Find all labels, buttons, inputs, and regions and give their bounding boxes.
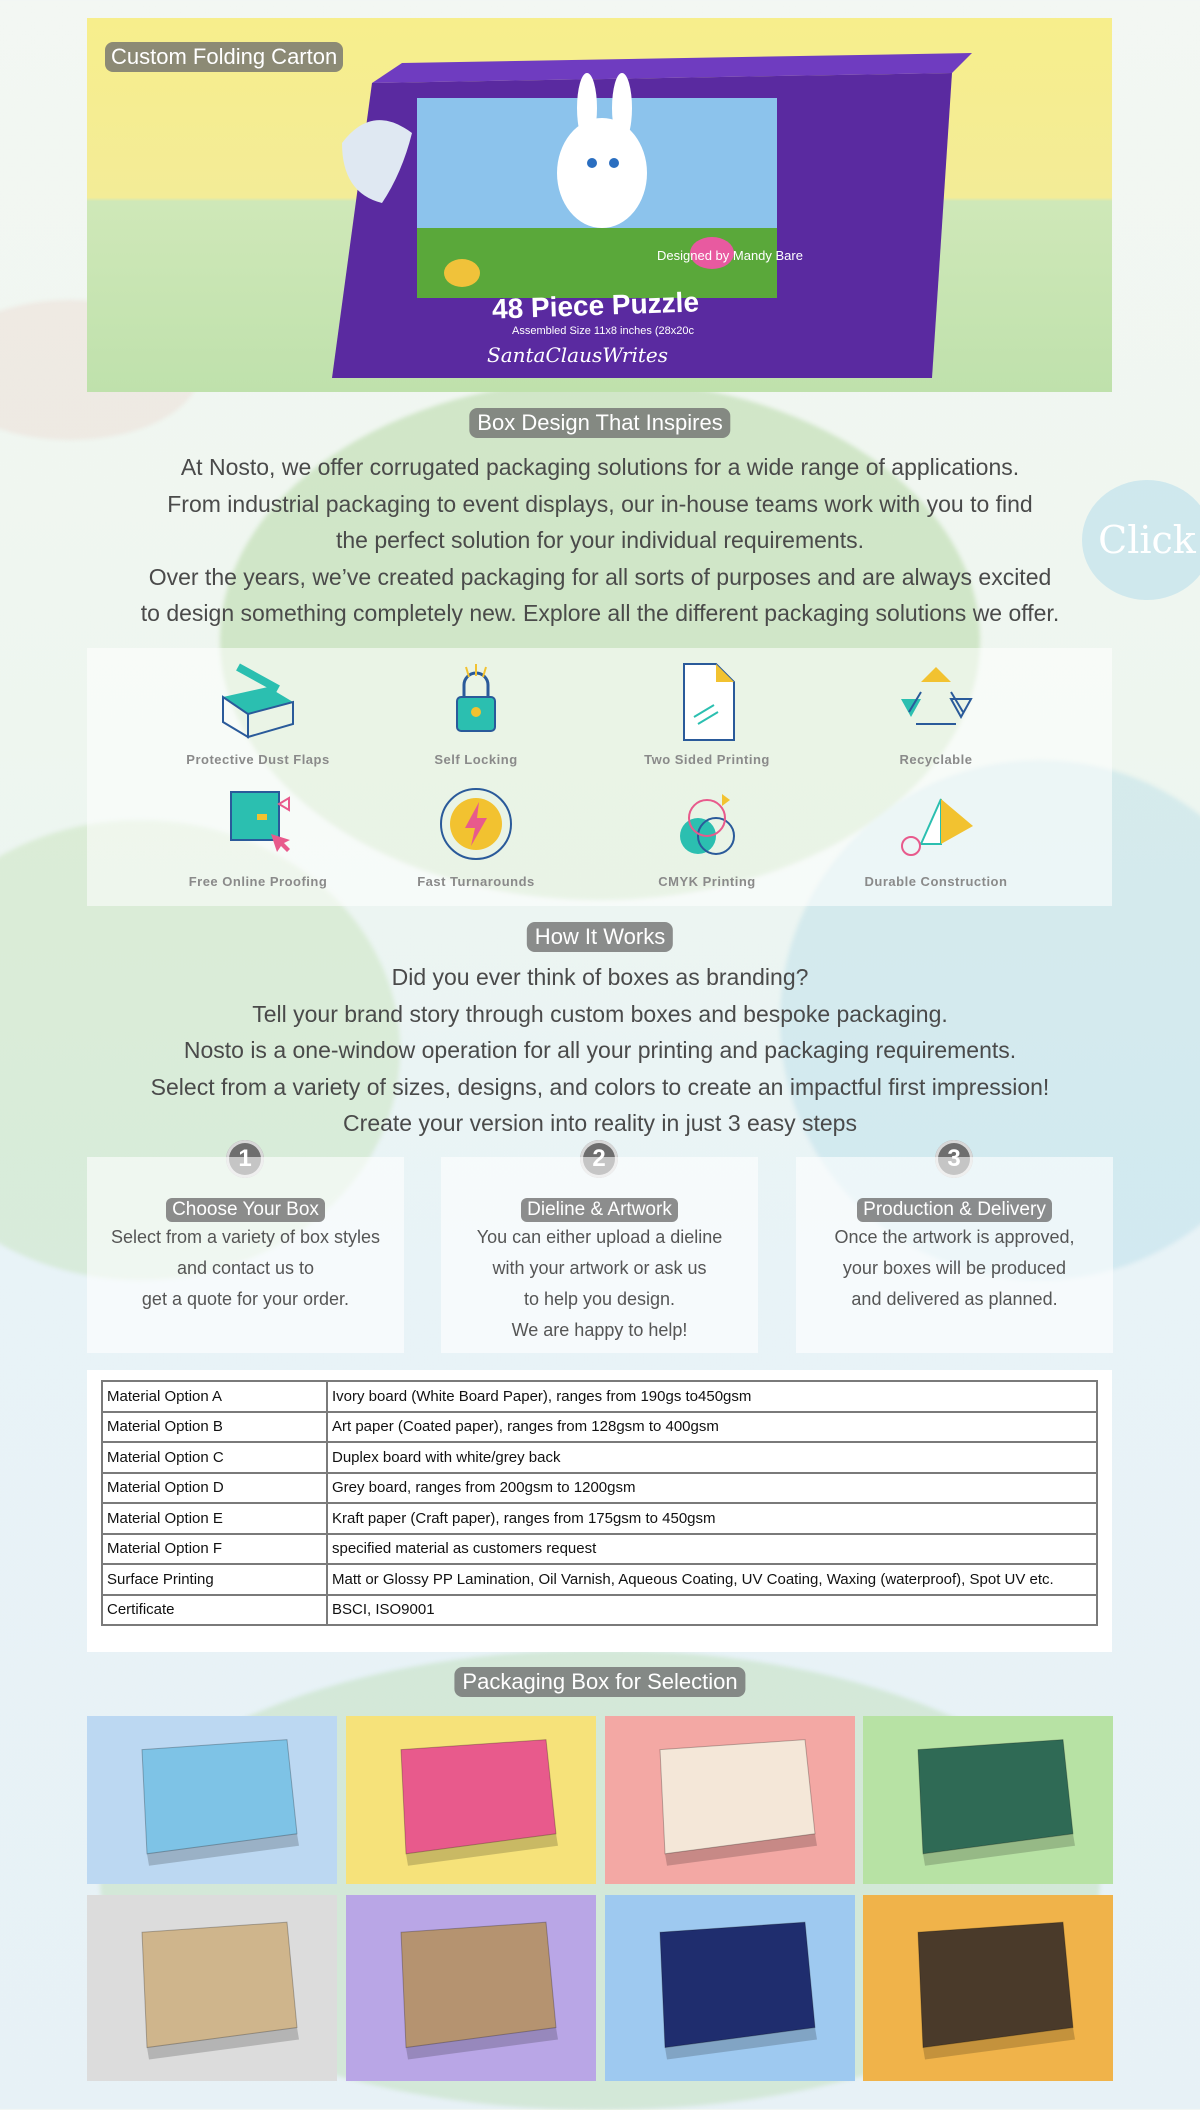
spec-name: Surface Printing <box>102 1564 327 1595</box>
step-line: and contact us to <box>176 1258 315 1278</box>
gallery-image[interactable] <box>605 1895 855 2081</box>
recycle-icon <box>891 662 981 742</box>
designer-credit: Designed by Mandy Bare <box>657 248 803 263</box>
how-line: Create your version into reality in just 3 easy steps <box>343 1110 857 1136</box>
table-row <box>102 1534 1097 1565</box>
feature-label: Free Online Proofing <box>188 874 328 889</box>
spec-name: Material Option F <box>102 1534 327 1565</box>
product-photo <box>87 1895 337 2081</box>
product-photo <box>346 1716 596 1884</box>
specs-table <box>101 1380 1098 1626</box>
section-title-how: How It Works <box>527 922 673 952</box>
feature-item <box>841 662 1031 767</box>
how-paragraph <box>0 959 1200 1142</box>
feature-label: Self Locking <box>434 752 518 767</box>
gallery-image[interactable] <box>346 1895 596 2081</box>
feature-label: Recyclable <box>899 752 973 767</box>
hero-banner <box>87 18 1112 392</box>
gallery-image[interactable] <box>87 1716 337 1884</box>
lightning-icon <box>431 784 521 864</box>
how-line: Did you ever think of boxes as branding? <box>391 964 809 990</box>
step-line: We are happy to help! <box>511 1320 688 1340</box>
feature-item <box>612 784 802 889</box>
box-brand-script: SantaClausWrites <box>487 343 668 367</box>
product-photo <box>863 1895 1113 2081</box>
step-line: your boxes will be produced <box>842 1258 1067 1278</box>
intro-line: Over the years, we’ve created packaging for all sorts of purposes and are always excited <box>148 563 1052 590</box>
box-title: 48 Piece Puzzle <box>491 286 700 325</box>
product-photo <box>346 1895 596 2081</box>
spec-value: Grey board, ranges from 200gsm to 1200gsm <box>327 1473 1097 1504</box>
step-line: Once the artwork is approved, <box>834 1227 1075 1247</box>
step-line: get a quote for your order. <box>141 1289 350 1309</box>
product-photo <box>87 1716 337 1884</box>
page-icon <box>662 662 752 742</box>
spec-name: Material Option A <box>102 1381 327 1412</box>
spec-value: Matt or Glossy PP Lamination, Oil Varnish, Aqueous Coating, UV Coating, Waxing (waterproof), Spot UV etc. <box>327 1564 1097 1595</box>
spec-value: Kraft paper (Craft paper), ranges from 175gsm to 450gsm <box>327 1503 1097 1534</box>
step-line: Select from a variety of box styles <box>110 1227 381 1247</box>
spec-name: Material Option C <box>102 1442 327 1473</box>
spec-value: specified material as customers request <box>327 1534 1097 1565</box>
feature-item <box>163 784 353 889</box>
feature-item <box>612 662 802 767</box>
features-grid <box>87 648 1112 906</box>
table-row <box>102 1564 1097 1595</box>
specs-table-panel <box>87 1370 1112 1652</box>
step-card <box>441 1157 758 1353</box>
gallery-image[interactable] <box>87 1895 337 2081</box>
feature-label: Protective Dust Flaps <box>186 752 330 767</box>
intro-line: From industrial packaging to event displays, our in-house teams work with you to find <box>167 490 1033 517</box>
how-line: Select from a variety of sizes, designs, and colors to create an impactful first impression! <box>150 1073 1050 1100</box>
step-line: with your artwork or ask us <box>492 1258 707 1278</box>
triangle-icon <box>891 784 981 864</box>
spec-name: Material Option E <box>102 1503 327 1534</box>
box-flap-icon <box>213 662 303 742</box>
section-title-intro: Box Design That Inspires <box>469 408 730 438</box>
step-description <box>796 1222 1113 1315</box>
table-row <box>102 1595 1097 1626</box>
feature-item <box>163 662 353 767</box>
gallery-image[interactable] <box>346 1716 596 1884</box>
step-line: and delivered as planned. <box>851 1289 1058 1309</box>
table-row <box>102 1442 1097 1473</box>
step-description <box>441 1222 758 1346</box>
step-line: You can either upload a dieline <box>476 1227 723 1247</box>
gallery-image[interactable] <box>605 1716 855 1884</box>
table-row <box>102 1412 1097 1443</box>
product-photo <box>863 1716 1113 1884</box>
hero-tag: Custom Folding Carton <box>105 42 343 72</box>
how-line: Tell your brand story through custom boxes and bespoke packaging. <box>252 1000 948 1027</box>
spec-value: BSCI, ISO9001 <box>327 1595 1097 1626</box>
spec-name: Certificate <box>102 1595 327 1626</box>
feature-label: Fast Turnarounds <box>417 874 535 889</box>
table-row <box>102 1503 1097 1534</box>
step-title: Dieline & Artwork <box>521 1198 678 1222</box>
feature-item <box>841 784 1031 889</box>
spec-value: Ivory board (White Board Paper), ranges from 190gs to450gsm <box>327 1381 1097 1412</box>
intro-line: to design something completely new. Explore all the different packaging solutions we offer. <box>140 600 1060 626</box>
gallery-image[interactable] <box>863 1716 1113 1884</box>
step-card <box>87 1157 404 1353</box>
feature-label: CMYK Printing <box>658 874 756 889</box>
click-badge-label: Click <box>1098 518 1196 562</box>
intro-line: At Nosto, we offer corrugated packaging solutions for a wide range of applications. <box>180 454 1020 480</box>
cmyk-circles-icon <box>662 784 752 864</box>
table-row <box>102 1473 1097 1504</box>
step-title: Choose Your Box <box>166 1198 325 1222</box>
box-subtitle: Assembled Size 11x8 inches (28x20c <box>512 325 695 337</box>
intro-paragraph <box>0 449 1200 632</box>
feature-label: Two Sided Printing <box>644 752 770 767</box>
step-line: to help you design. <box>523 1289 676 1309</box>
product-photo <box>605 1895 855 2081</box>
spec-name: Material Option B <box>102 1412 327 1443</box>
feature-item <box>381 662 571 767</box>
intro-line: the perfect solution for your individual requirements. <box>335 527 864 553</box>
table-row <box>102 1381 1097 1412</box>
step-card <box>796 1157 1113 1353</box>
gallery-image[interactable] <box>863 1895 1113 2081</box>
section-title-gallery: Packaging Box for Selection <box>454 1667 745 1697</box>
feature-item <box>381 784 571 889</box>
proof-cursor-icon <box>213 784 303 864</box>
padlock-icon <box>431 662 521 742</box>
step-title: Production & Delivery <box>857 1198 1052 1222</box>
spec-value: Art paper (Coated paper), ranges from 128gsm to 400gsm <box>327 1412 1097 1443</box>
feature-label: Durable Construction <box>864 874 1008 889</box>
product-photo <box>605 1716 855 1884</box>
spec-name: Material Option D <box>102 1473 327 1504</box>
how-line: Nosto is a one-window operation for all your printing and packaging requirements. <box>183 1037 1017 1063</box>
spec-value: Duplex board with white/grey back <box>327 1442 1097 1473</box>
step-description <box>87 1222 404 1315</box>
